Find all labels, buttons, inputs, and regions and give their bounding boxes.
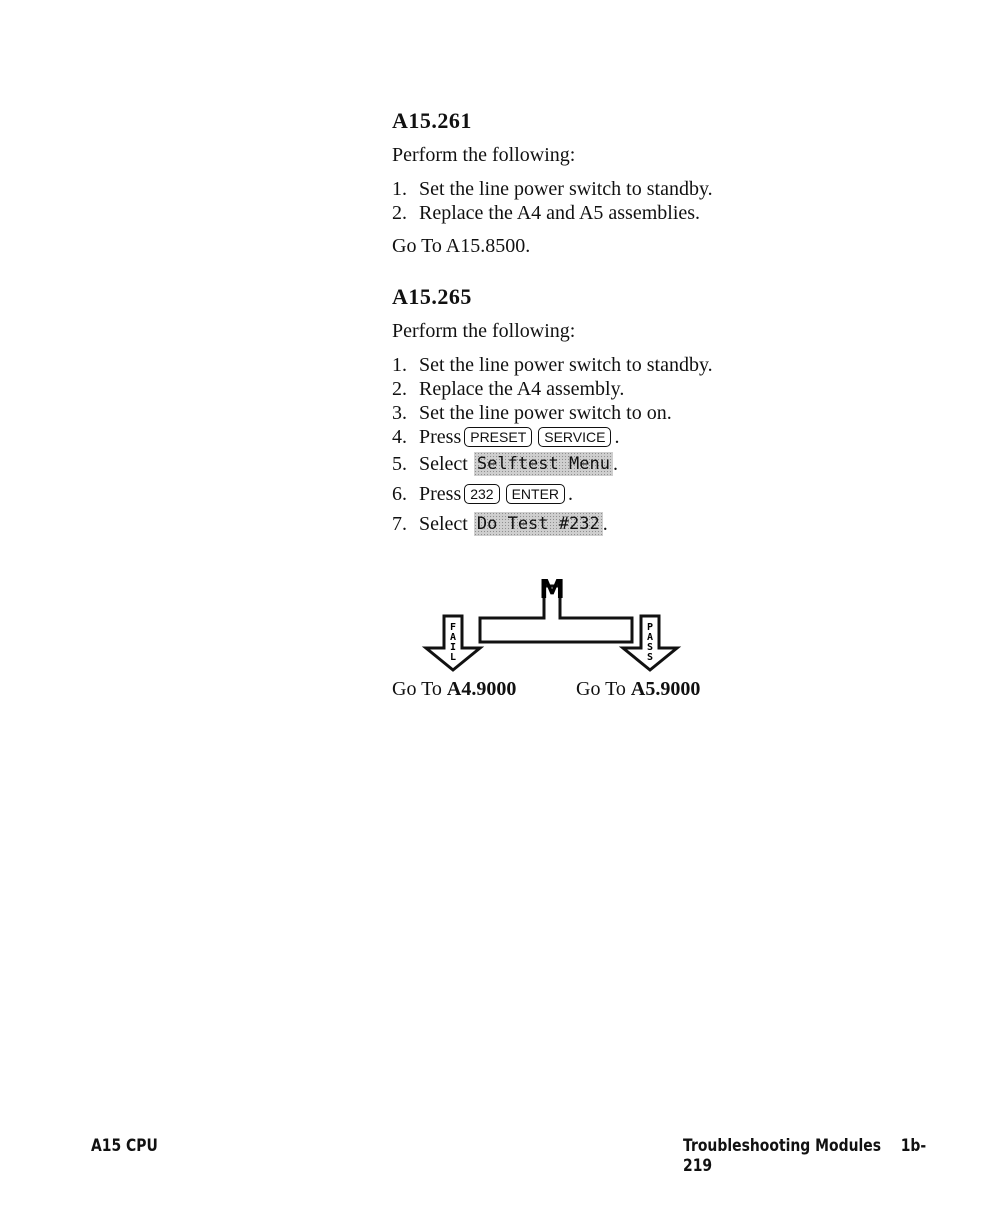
svg-text:I: I: [449, 642, 457, 653]
section-heading-a15-261: A15.261: [392, 108, 472, 133]
section2-step-4: 4. Press PRESET SERVICE .: [392, 425, 620, 448]
pass-goto: Go To A5.9000: [576, 678, 701, 700]
fail-goto: Go To A4.9000: [392, 678, 517, 700]
svg-text:A: A: [646, 632, 654, 643]
footer-title: Troubleshooting Modules: [683, 1136, 882, 1156]
footer-chapter: A15 CPU: [91, 1136, 158, 1156]
enter-key: ENTER: [506, 484, 565, 504]
svg-text:P: P: [646, 622, 654, 633]
section2-step-5: 5. Select Selftest Menu .: [392, 452, 618, 475]
measurement-branch-graphic: [392, 570, 722, 675]
measurement-letter: M: [539, 575, 565, 605]
do-test-232-softkey: Do Test #232: [474, 512, 603, 536]
section2-step-1: 1. Set the line power switch to standby.: [392, 353, 713, 376]
section1-intro: Perform the following:: [392, 144, 576, 166]
svg-text:S: S: [646, 652, 654, 663]
section2-step-7: 7. Select Do Test #232 .: [392, 512, 608, 535]
footer-section: [683, 1136, 950, 1176]
key-232: 232: [464, 484, 499, 504]
preset-key: PRESET: [464, 427, 532, 447]
svg-text:L: L: [449, 652, 457, 663]
pass-goto-target: A5.9000: [630, 678, 701, 700]
flow-diagram: [392, 570, 722, 710]
section1-step-2: 2. Replace the A4 and A5 assemblies.: [392, 201, 701, 224]
section2-steps: [392, 353, 812, 539]
section-heading-a15-265: A15.265: [392, 284, 472, 309]
fail-goto-target: A4.9000: [446, 678, 517, 700]
section2-step-3: 3. Set the line power switch to on.: [392, 401, 672, 424]
section1-goto: Go To A15.8500.: [392, 235, 531, 257]
section2-step-6: 6. Press 232 ENTER .: [392, 482, 574, 505]
svg-text:S: S: [646, 642, 654, 653]
selftest-menu-softkey: Selftest Menu: [474, 452, 613, 476]
svg-text:F: F: [449, 622, 457, 633]
fail-arrow-icon: [426, 616, 480, 670]
svg-text:A: A: [449, 632, 457, 643]
section2-step-2: 2. Replace the A4 assembly.: [392, 377, 625, 400]
section1-step-1: 1. Set the line power switch to standby.: [392, 177, 713, 200]
service-key: SERVICE: [538, 427, 611, 447]
section2-intro: Perform the following:: [392, 320, 576, 342]
page-number: 1b-219: [683, 1136, 927, 1176]
page-content: [392, 108, 812, 539]
section1-steps: [392, 177, 812, 225]
